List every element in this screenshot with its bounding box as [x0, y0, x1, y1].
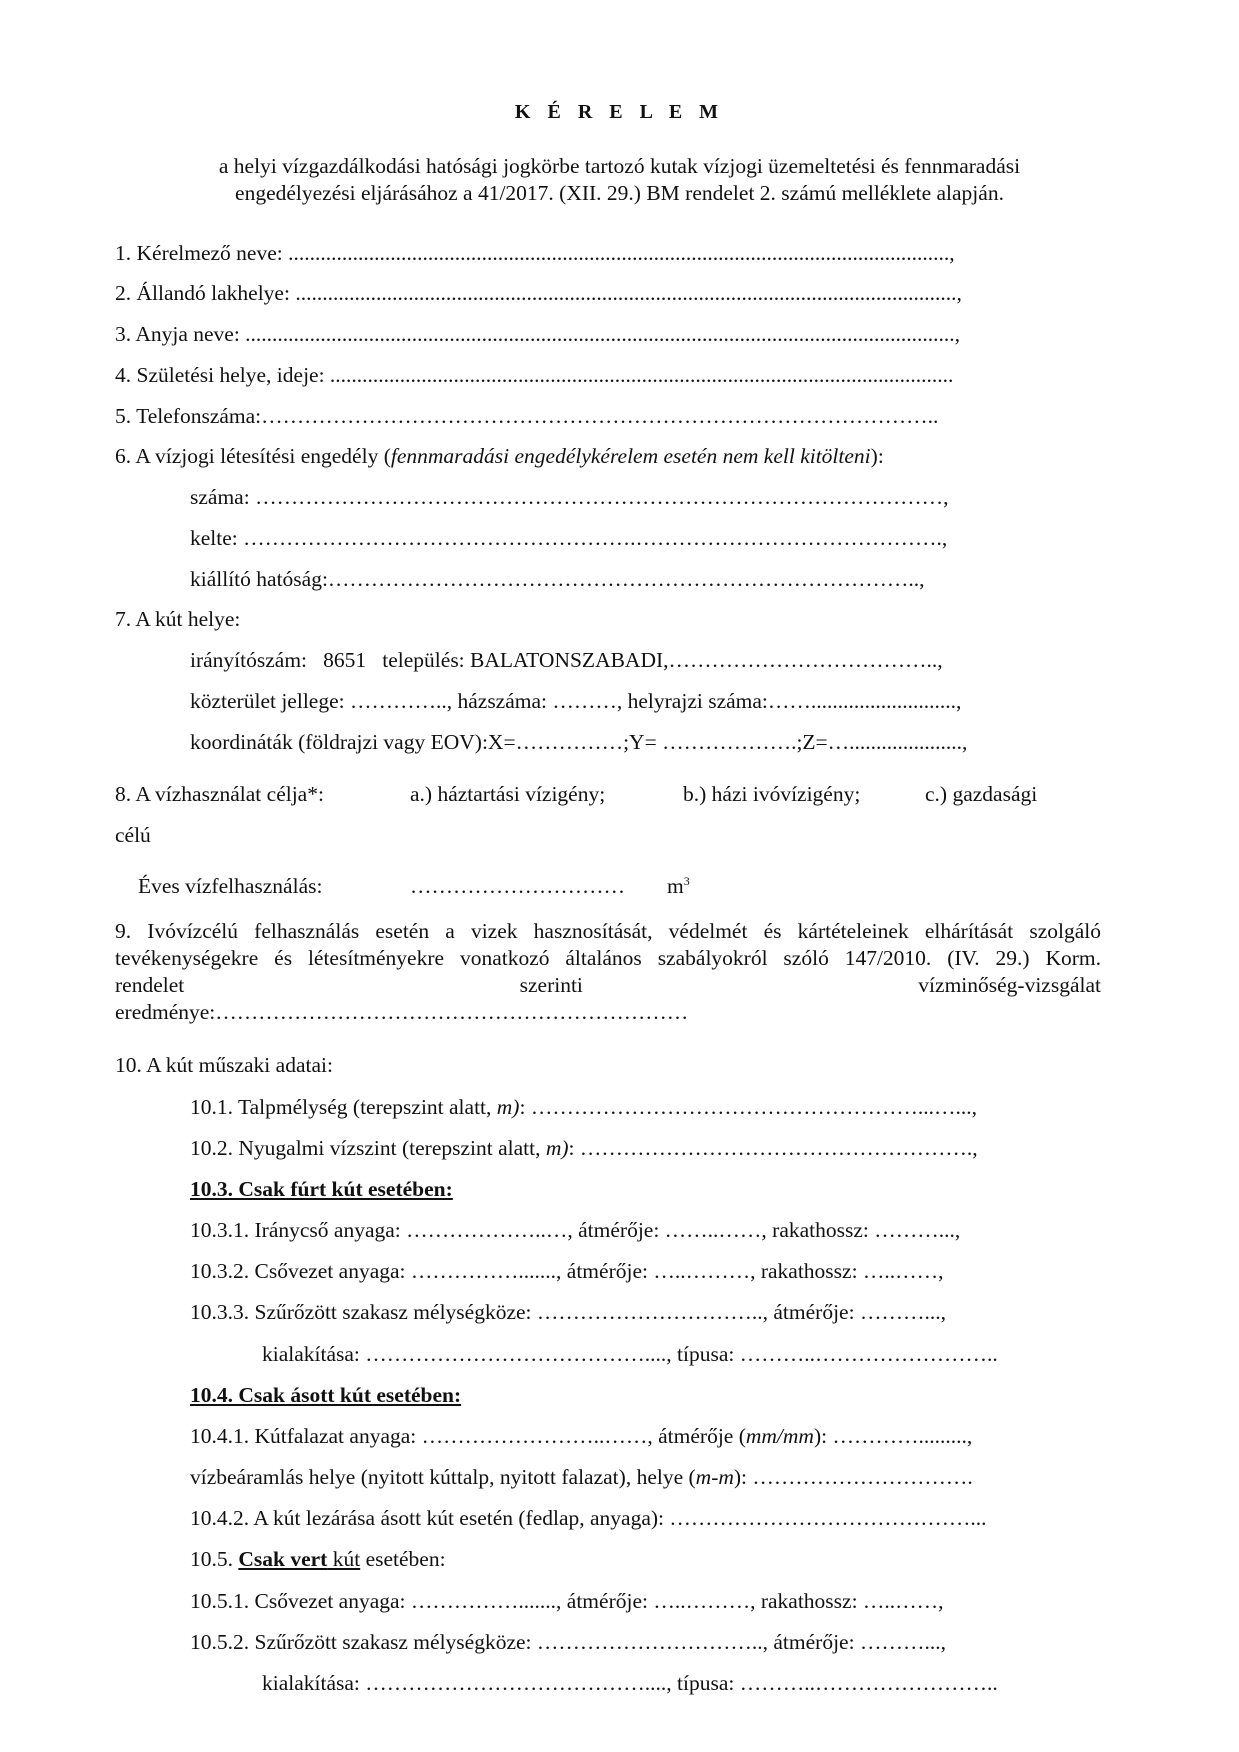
field-anyja-neve[interactable]: 3. Anyja neve: ...................................................................................................................................., — [115, 322, 961, 346]
section-6-text: 6. A vízjogi létesítési engedély ( — [115, 444, 391, 468]
field-csovezet-furt[interactable]: 10.3.2. Csővezet anyaga: ……………......., átmérője: …..………, rakathossz: …..……, — [190, 1259, 944, 1283]
unit-m3 — [667, 873, 690, 899]
subsection-10-5-bold: Csak vert — [238, 1547, 328, 1571]
field-szurozott-szakasz-vert[interactable]: 10.5.2. Szűrőzött szakasz mélységköze: ………………………….., átmérője: ………..., — [190, 1630, 946, 1654]
kutfalazat-label: 10.4.1. Kútfalazat anyaga: ……………………..……, átmérője ( — [190, 1424, 746, 1448]
field-telefonszam[interactable]: 5. Telefonszáma:………………………………………………………………………………….. — [115, 404, 939, 428]
section-8-label: 8. A vízhasználat célja*: — [115, 782, 324, 806]
field-kerelmezo-neve[interactable]: 1. Kérelmező neve: ..........................................................................................................................., — [115, 241, 955, 265]
field-kialakitas-tipus-furt[interactable]: kialakítása: …………………………………...., típusa: ………..…………………….. — [262, 1342, 998, 1366]
vizbearamlas-label: vízbeáramlás helye (nyitott kúttalp, nyitott falazat), helye ( — [190, 1465, 696, 1489]
field-talpmelyseg[interactable] — [190, 1094, 977, 1120]
option-b-hazi-ivoviz[interactable]: b.) házi ivóvízigény; — [683, 782, 861, 806]
subsection-10-3-heading: 10.3. Csak fúrt kút esetében: — [190, 1177, 453, 1201]
nyugalmi-dots: : ………………………………………………., — [568, 1136, 978, 1160]
document-title: K É R E L E M — [514, 101, 725, 123]
kutfalazat-dots: ): …………........., — [813, 1424, 973, 1448]
subsection-10-5-kut: kút — [327, 1547, 361, 1571]
section-9-line-2: tevékenységekre és létesítményekre vonatkozó általános szabályokról szóló 147/2010. (IV. 29.) Korm. — [115, 946, 1101, 970]
option-c-gazdasagi[interactable]: c.) gazdasági — [925, 782, 1038, 806]
subsection-10-5-heading — [190, 1546, 446, 1572]
talpmelyseg-unit: m) — [496, 1095, 520, 1119]
section-7-heading: 7. A kút helye: — [115, 607, 241, 631]
unit-m: m — [667, 874, 684, 898]
option-a-haztartasi[interactable]: a.) háztartási vízigény; — [410, 782, 606, 806]
section-6-heading — [115, 443, 884, 469]
field-kiallito-hatosag[interactable]: kiállító hatóság:……………………………………………………………………….., — [190, 567, 925, 591]
nyugalmi-unit: m) — [545, 1136, 569, 1160]
unit-exponent: 3 — [683, 873, 690, 888]
section-9-line-3: rendelet szerinti vízminőség-vizsgálat — [115, 973, 1101, 997]
field-kialakitas-tipus-vert[interactable]: kialakítása: …………………………………...., típusa: ………..…………………….. — [262, 1671, 998, 1695]
subtitle-line-1: a helyi vízgazdálkodási hatósági jogkörbe tartozó kutak vízjogi üzemeltetési és fennmaradási — [218, 154, 1021, 178]
field-koordinatak[interactable]: koordináták (földrajzi vagy EOV):X=……………;Y= ……………….;Z=…....................., — [190, 730, 968, 754]
vizbearamlas-unit: m-m — [695, 1465, 734, 1489]
section-6-note: fennmaradási engedélykérelem esetén nem kell kitölteni — [390, 444, 871, 468]
field-szurozott-szakasz-furt[interactable]: 10.3.3. Szűrőzött szakasz mélységköze: ………………………….., átmérője: ………..., — [190, 1300, 946, 1324]
nyugalmi-label: 10.2. Nyugalmi vízszint (terepszint alatt, — [190, 1136, 546, 1160]
talpmelyseg-label: 10.1. Talpmélység (terepszint alatt, — [190, 1095, 497, 1119]
field-kozterulet-hazszam-hrsz[interactable]: közterület jellege: ………….., házszáma: ………, helyrajzi száma:……..........................., — [190, 689, 962, 713]
subsection-10-4-heading: 10.4. Csak ásott kút esetében: — [190, 1383, 462, 1407]
option-c-continuation: célú — [115, 823, 151, 847]
field-engedely-szama[interactable]: száma: ……………………………………………………………………………………, — [190, 485, 949, 509]
subsection-10-5-rest: esetében: — [360, 1547, 446, 1571]
field-iranycso[interactable]: 10.3.1. Iránycső anyaga: ………………..…, átmérője: ……..……, rakathossz: ………..., — [190, 1218, 961, 1242]
field-kutfalazat[interactable] — [190, 1423, 972, 1449]
field-csovezet-vert[interactable]: 10.5.1. Csővezet anyaga: ……………......., átmérője: …..………, rakathossz: …..……, — [190, 1589, 944, 1613]
talpmelyseg-dots: : ………………………………………………...…..., — [519, 1095, 977, 1119]
field-iranyitoszam-telepules[interactable]: irányítószám: 8651 település: BALATONSZABADI,……………………………….., — [190, 648, 943, 672]
section-6-close: ): — [870, 444, 884, 468]
field-engedely-kelte[interactable]: kelte: ……………………………………………….……………………………………., — [190, 526, 948, 550]
field-vizbearamlas-helye[interactable] — [190, 1464, 973, 1490]
subsection-10-5-number: 10.5. — [190, 1547, 239, 1571]
eves-vizfelhasznalas-field[interactable]: ………………………… — [410, 874, 625, 898]
subtitle-line-2: engedélyezési eljárásához a 41/2017. (XII. 29.) BM rendelet 2. számú melléklete alapján. — [235, 181, 1004, 205]
vizbearamlas-dots: ): …………………………. — [733, 1465, 973, 1489]
field-kut-lezarasa[interactable]: 10.4.2. A kút lezárása ásott kút esetén (fedlap, anyaga): ……………………………………... — [190, 1506, 987, 1530]
field-szuletesi-hely-ido[interactable]: 4. Születési helye, ideje: .................................................................................................................... — [115, 363, 954, 387]
section-10-heading: 10. A kút műszaki adatai: — [115, 1053, 333, 1077]
eves-vizfelhasznalas-label: Éves vízfelhasználás: — [138, 874, 323, 898]
section-9-line-1: 9. Ivóvízcélú felhasználás esetén a vizek hasznosítását, védelmét és kártételeinek elhárítását szolgáló — [115, 919, 1101, 943]
kutfalazat-unit: mm/mm — [745, 1424, 814, 1448]
field-nyugalmi-vizszint[interactable] — [190, 1135, 978, 1161]
field-allando-lakhely[interactable]: 2. Állandó lakhelye: ..........................................................................................................................., — [115, 281, 962, 305]
field-vizminoseg-eredmeny[interactable]: eredménye:………………………………………………………… — [115, 1000, 689, 1024]
